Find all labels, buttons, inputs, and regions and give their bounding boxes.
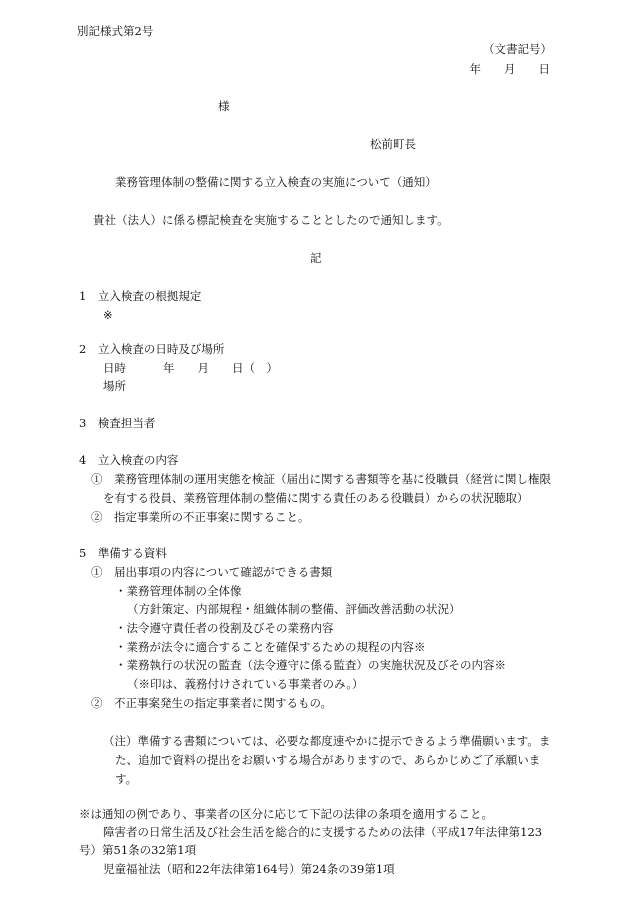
section-4-item-1: ① 業務管理体制の運用実態を検証（届出に関する書類等を基に役職員（経営に関し権限 <box>91 472 551 486</box>
document-title: 業務管理体制の整備に関する立入検査の実施について（通知） <box>115 175 437 189</box>
addressee-suffix: 様 <box>218 99 230 113</box>
date-label: 日時 <box>103 361 126 375</box>
bullet-overview-detail: （方針策定、内部規程・組織体制の整備、評価改善活動の状況） <box>127 602 461 616</box>
section-5-item-1: ① 届出事項の内容について確認ができる書類 <box>91 565 333 579</box>
date-line: 年 月 日 <box>469 62 550 76</box>
ki-heading: 記 <box>310 251 322 265</box>
sender-name: 松前町長 <box>370 137 416 151</box>
footer-line-4: 児童福祉法（昭和22年法律第164号）第24条の39第1項 <box>103 862 395 876</box>
section-5-heading: 5 準備する資料 <box>79 546 167 560</box>
section-1-note: ※ <box>103 308 113 322</box>
section-4-heading: 4 立入検査の内容 <box>79 453 179 467</box>
bullet-regulations: ・業務が法令に適合することを確保するための規程の内容※ <box>115 640 426 654</box>
bullet-audit-note: （※印は、義務付けされている事業者のみ。） <box>127 677 364 691</box>
section-5-item-2: ② 不正事案発生の指定事業者に関するもの。 <box>91 696 333 710</box>
section-2-heading: 2 立入検査の日時及び場所 <box>79 342 225 356</box>
note-line-3: す。 <box>115 772 138 786</box>
section-4-item-2: ② 指定事業所の不正事案に関すること。 <box>91 510 310 524</box>
note-line-1: （注）準備する書類については、必要な都度速やかに提示できるよう準備願います。ま <box>103 734 551 748</box>
date-value: 年 月 日（ ） <box>163 361 278 375</box>
bullet-compliance-officer: ・法令遵守責任者の役割及びその業務内容 <box>115 621 334 635</box>
section-4-item-1-cont: を有する役員、業務管理体制の整備に関する責任のある役職員）からの状況聴取） <box>103 491 529 505</box>
section-3-heading: 3 検査担当者 <box>79 416 156 430</box>
footer-line-2: 障害者の日常生活及び社会生活を総合的に支援するための法律（平成17年法律第123 <box>103 825 543 839</box>
footer-line-1: ※は通知の例であり、事業者の区分に応じて下記の法律の条項を適用すること。 <box>79 807 493 821</box>
section-1-heading: 1 立入検査の根拠規定 <box>79 289 202 303</box>
form-number: 別記様式第2号 <box>77 24 154 38</box>
document-number: （文書記号） <box>483 42 552 56</box>
footer-line-3: 号）第51条の32第1項 <box>79 843 197 857</box>
bullet-overview: ・業務管理体制の全体像 <box>115 584 242 598</box>
place-label: 場所 <box>103 379 126 393</box>
intro-text: 貴社（法人）に係る標記検査を実施することとしたので通知します。 <box>93 213 449 227</box>
bullet-audit: ・業務執行の状況の監査（法令遵守に係る監査）の実施状況及びその内容※ <box>115 658 506 672</box>
note-line-2: た、追加で資料の提出をお願いする場合がありますので、あらかじめご了承願いま <box>115 753 541 767</box>
